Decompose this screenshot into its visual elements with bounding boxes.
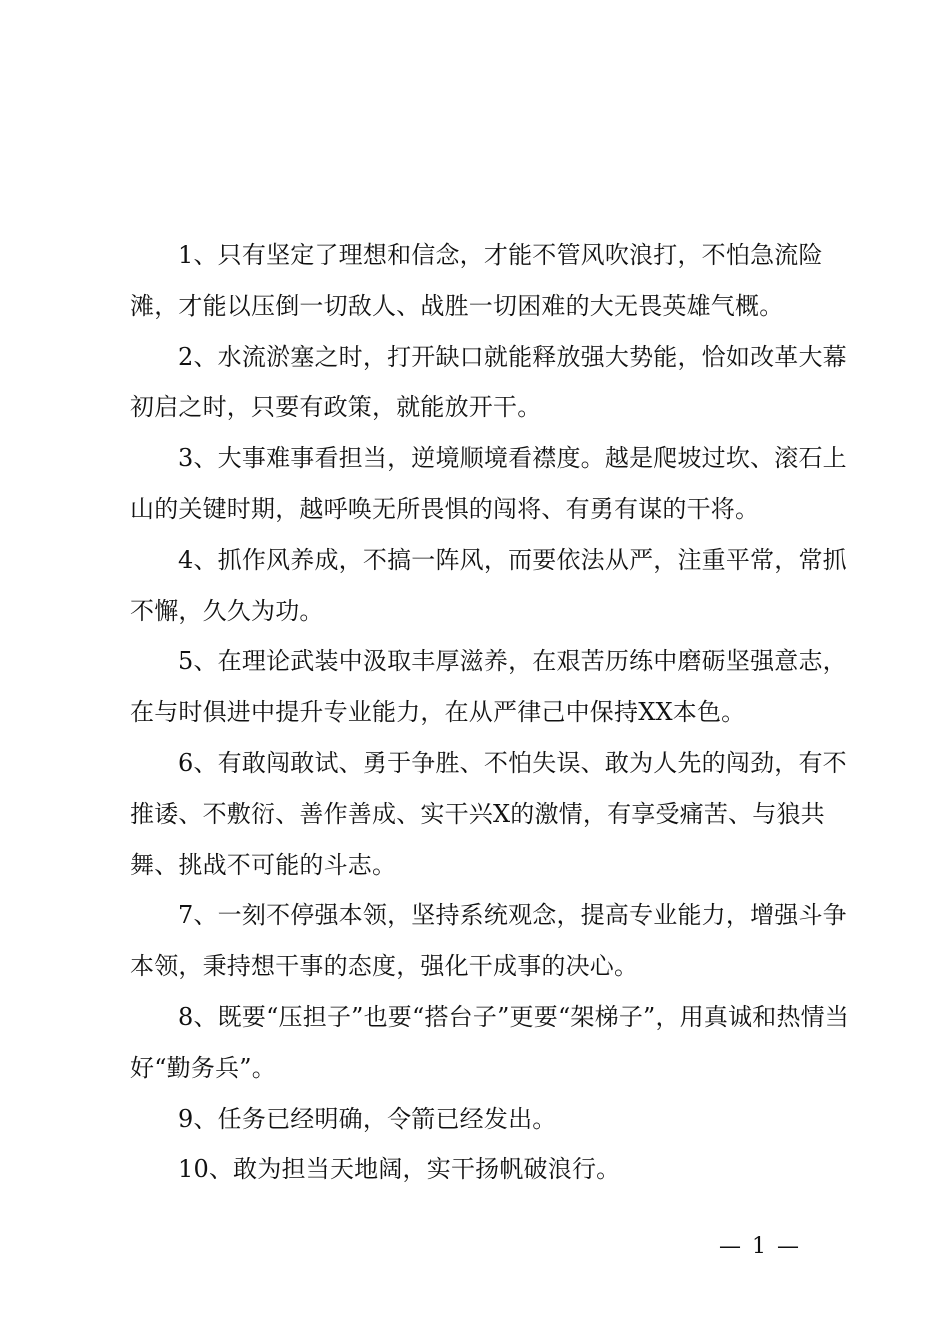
paragraph-7: 7、一刻不停强本领，坚持系统观念，提高专业能力，增强斗争本领，秉持想干事的态度，强化干成事的决心。 xyxy=(130,901,847,981)
document-body xyxy=(130,230,850,1195)
paragraph-9: 9、任务已经明确，令箭已经发出。 xyxy=(178,1104,557,1133)
paragraph-4: 4、抓作风养成，不搞一阵风，而要依法从严，注重平常，常抓不懈，久久为功。 xyxy=(130,545,847,625)
paragraph-3: 3、大事难事看担当，逆境顺境看襟度。越是爬坡过坎、滚石上山的关键时期，越呼唤无所畏惧的闯将、有勇有谋的干将。 xyxy=(130,444,847,523)
page-number: — 1 — xyxy=(719,1234,801,1259)
paragraph-1: 1、只有坚定了理想和信念，才能不管风吹浪打，不怕急流险滩，才能以压倒一切敌人、战胜一切困难的大无畏英雄气概。 xyxy=(130,241,823,320)
paragraph-10: 10、敢为担当天地阔，实干扬帆破浪行。 xyxy=(178,1155,621,1184)
paragraph-2: 2、水流淤塞之时，打开缺口就能释放强大势能，恰如改革大幕初启之时，只要有政策，就能放开干。 xyxy=(130,342,847,422)
paragraph-5: 5、在理论武装中汲取丰厚滋养，在艰苦历练中磨砺坚强意志，在与时俱进中提升专业能力，在从严律己中保持XX本色。 xyxy=(130,647,847,727)
paragraph-8: 8、既要“压担子”也要“搭台子”更要“架梯子”，用真诚和热情当好“勤务兵”。 xyxy=(130,1002,850,1082)
paragraph-6: 6、有敢闯敢试、勇于争胜、不怕失误、敢为人先的闯劲，有不推诿、不敷衍、善作善成、实干兴X的激情，有享受痛苦、与狼共舞、挑战不可能的斗志。 xyxy=(130,748,847,879)
